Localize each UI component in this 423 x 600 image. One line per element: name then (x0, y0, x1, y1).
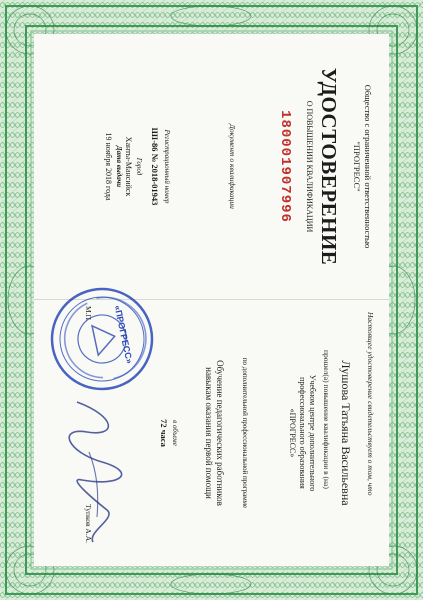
round-stamp (47, 284, 157, 394)
stamp-place-label: М.П. (84, 306, 93, 322)
org-line-1: Общество с ограниченной ответственностью (363, 84, 373, 249)
signature (57, 392, 127, 552)
passed-text: прошел(а) повышение квалификации в (на) (322, 350, 331, 489)
holder-name: Лушова Татьяна Васильевна (339, 360, 353, 506)
course-line-1: Обучение педагогических работников (215, 360, 225, 506)
certify-text: Настоящее удостоверение свидетельствует о том, что (366, 312, 375, 496)
document-subtitle: О ПОВЫШЕНИИ КВАЛИФИКАЦИИ (305, 100, 314, 233)
center-line-2: профессионального образования (298, 377, 307, 489)
center-line-3: «ПРОГРЕСС» (288, 408, 297, 458)
stamp-text: «ПРОГРЕСС» (112, 304, 135, 365)
issue-date: 19 ноября 2018 года (104, 132, 113, 201)
org-line-2: "ПРОГРЕСС" (352, 141, 362, 192)
program-text: по дополнительной профессиональной программе (241, 357, 249, 509)
rotated-content (34, 34, 389, 566)
registration-label: Регистрационный номер (163, 129, 171, 204)
registration-number: ШІ-86 № 2018-01943 (150, 127, 160, 206)
certificate-number: 180001907996 (277, 110, 293, 223)
signer-name: Тупков А.А. (84, 504, 93, 543)
left-page (34, 34, 389, 299)
course-hours: 72 часа (159, 419, 169, 447)
issue-date-label: Дата выдачи (115, 145, 123, 188)
document-title: УДОСТОВЕРЕНИЕ (317, 67, 341, 266)
city-value: Ханты-Мансийск (124, 136, 133, 197)
center-line-1: Учебном центре дополнительного (308, 374, 317, 492)
document-type: Документ о квалификации (228, 124, 237, 209)
city-label: Город (135, 157, 143, 176)
volume-label: в объеме (171, 420, 179, 446)
right-page (34, 300, 389, 566)
course-line-2: навыкам оказания первой помощи (204, 367, 214, 499)
